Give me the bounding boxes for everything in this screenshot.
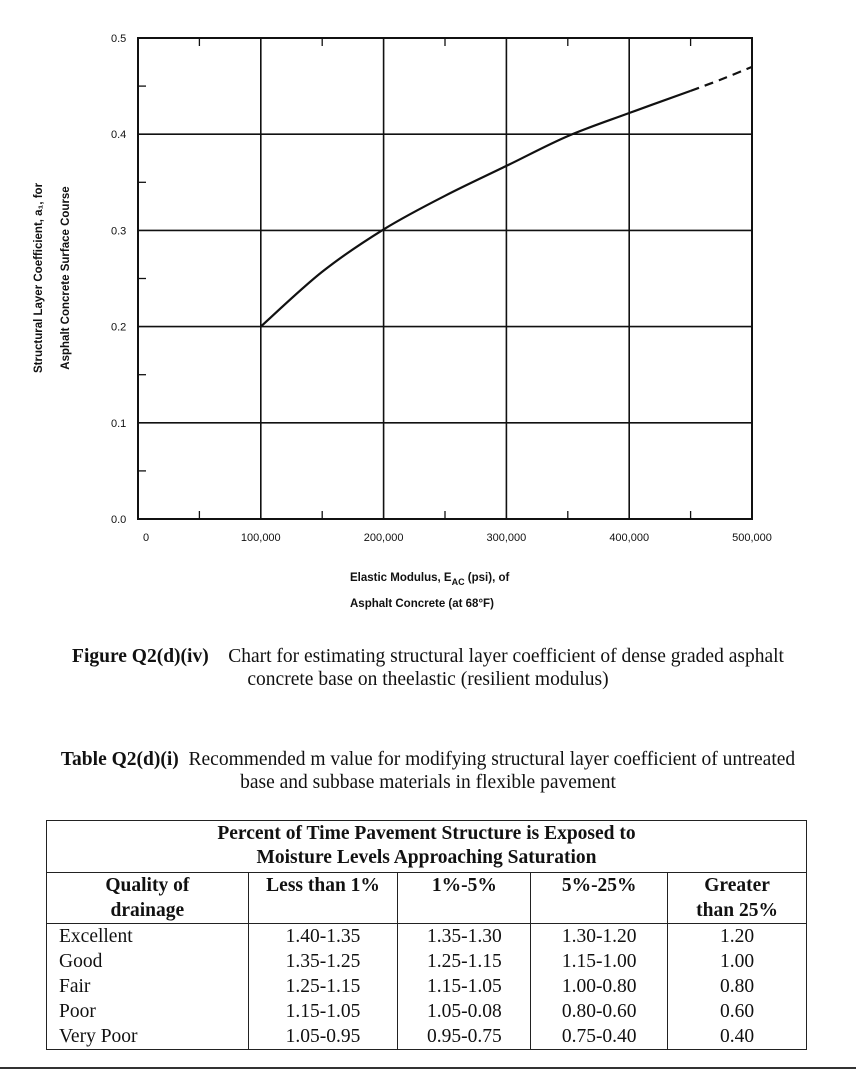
- header-less-than-1: Less than 1%: [248, 873, 398, 924]
- table-caption-text-1: Recommended m value for modifying structural layer coefficient of untreated: [188, 749, 796, 770]
- header-quality-of-drainage: [47, 873, 249, 924]
- figure-caption-label: Figure Q2(d)(iv): [72, 646, 209, 667]
- header-greater-than-25: [668, 873, 807, 924]
- cell-p5_25: 1.15-1.00: [531, 949, 668, 974]
- y-tick-label: 0.5: [111, 33, 127, 45]
- series-line: [261, 91, 691, 327]
- cell-p5_25: 0.75-0.40: [531, 1024, 668, 1050]
- y-tick-label: 0.4: [111, 129, 127, 142]
- y-tick-label: 0.3: [111, 225, 127, 238]
- table-row: [47, 974, 807, 999]
- x-tick-labels: [143, 532, 772, 544]
- cell-gt25: 0.60: [668, 999, 807, 1024]
- table-row: [47, 949, 807, 974]
- cell-p5_25: 1.00-0.80: [531, 974, 668, 999]
- x-tick-label: 400,000: [609, 532, 650, 544]
- header-gt25-line1: Greater: [704, 875, 770, 896]
- table-row: [47, 1024, 807, 1050]
- y-tick-labels: [111, 33, 126, 526]
- header-1-5: 1%-5%: [398, 873, 531, 924]
- x-tick-label: 200,000: [363, 532, 404, 544]
- bottom-rule: [0, 1067, 856, 1069]
- table-caption-text-2: base and subbase materials in flexible pavement: [240, 772, 616, 793]
- chart-gridlines: [138, 38, 752, 519]
- cell-quality: Good: [47, 949, 249, 974]
- x-axis-label-line1: Elastic Modulus, $E_{AC}$ (psi), of: [350, 572, 510, 587]
- cell-p1_5: 1.35-1.30: [398, 924, 531, 950]
- figure-caption: [10, 645, 846, 691]
- x-axis-label-line2: Asphalt Concrete (at 68°F): [350, 598, 494, 610]
- plot-frame: [138, 38, 752, 519]
- cell-p1_5: 0.95-0.75: [398, 1024, 531, 1050]
- cell-less1: 1.15-1.05: [248, 999, 398, 1024]
- table-caption-label: Table Q2(d)(i): [60, 749, 179, 770]
- x-tick-label: 0: [142, 532, 150, 544]
- y-tick-label: 0.1: [111, 417, 127, 430]
- table-caption: [4, 748, 852, 794]
- cell-p1_5: 1.15-1.05: [398, 974, 531, 999]
- cell-gt25: 0.40: [668, 1024, 807, 1050]
- cell-less1: 1.35-1.25: [248, 949, 398, 974]
- chart-ticks: [138, 38, 691, 519]
- table-main-header: [47, 821, 807, 873]
- cell-gt25: 1.20: [668, 924, 807, 950]
- y-tick-label: 0.0: [111, 514, 127, 526]
- table-main-header-line1: Percent of Time Pavement Structure is Exposed to: [217, 823, 636, 844]
- cell-quality: Poor: [47, 999, 249, 1024]
- cell-p1_5: 1.05-0.08: [398, 999, 531, 1024]
- x-tick-label: 300,000: [486, 532, 527, 544]
- header-gt25-line2: than 25%: [696, 900, 778, 921]
- header-quality-line1: Quality of: [105, 875, 190, 896]
- cell-quality: Very Poor: [47, 1024, 249, 1050]
- cell-quality: Excellent: [47, 924, 249, 950]
- series-line-extrapolated: [691, 67, 752, 91]
- header-5-25: 5%-25%: [531, 873, 668, 924]
- cell-less1: 1.40-1.35: [248, 924, 398, 950]
- cell-gt25: 0.80: [668, 974, 807, 999]
- cell-p1_5: 1.25-1.15: [398, 949, 531, 974]
- table-main-header-line2: Moisture Levels Approaching Saturation: [256, 847, 597, 868]
- cell-less1: 1.05-0.95: [248, 1024, 398, 1050]
- figure-caption-text-2: concrete base on theelastic (resilient modulus): [247, 669, 609, 690]
- cell-p5_25: 0.80-0.60: [531, 999, 668, 1024]
- table-row: [47, 999, 807, 1024]
- m-value-table: [46, 820, 807, 1050]
- x-tick-label: 100,000: [240, 532, 281, 544]
- figure-caption-text-1: Chart for estimating structural layer coefficient of dense graded asphalt: [228, 646, 784, 667]
- x-tick-label: 500,000: [732, 532, 772, 544]
- header-quality-line2: drainage: [110, 900, 185, 921]
- cell-p5_25: 1.30-1.20: [531, 924, 668, 950]
- y-axis-label-line2: Asphalt Concrete Surface Course: [60, 186, 72, 370]
- table-body: [47, 924, 807, 1050]
- table-row: [47, 924, 807, 950]
- cell-gt25: 1.00: [668, 949, 807, 974]
- y-tick-label: 0.2: [111, 321, 127, 334]
- cell-less1: 1.25-1.15: [248, 974, 398, 999]
- cell-quality: Fair: [47, 974, 249, 999]
- y-axis-label-line1: Structural Layer Coefficient, a₁, for: [33, 182, 45, 374]
